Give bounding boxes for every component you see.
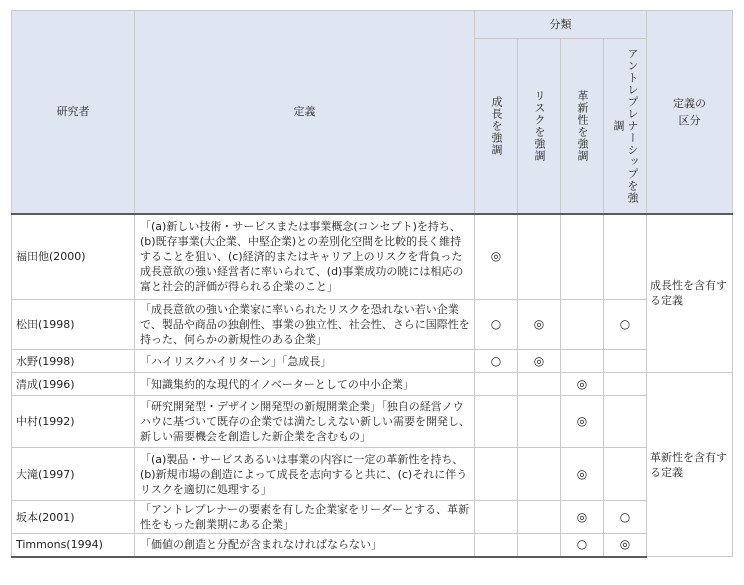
researcher-cell: Timmons(1994)	[12, 534, 135, 557]
classification-mark	[518, 501, 561, 534]
table-row	[12, 534, 733, 557]
header-category-growth-label: 成長を強調	[490, 95, 503, 156]
classification-mark: ◎	[561, 373, 604, 396]
definition-cell: 「(a)製品・サービスあるいは事業の内容に一定の革新性を持ち、(b)新規市場の創造によって成長を志向すると共に、(c)それに伴うリスクを適切に処理する」	[135, 448, 475, 501]
header-classification: 分類	[475, 11, 647, 39]
header-researcher: 研究者	[12, 11, 135, 214]
header-zone-label: 定義の区分	[673, 96, 706, 127]
classification-mark	[604, 396, 647, 448]
header-row-top	[12, 11, 733, 39]
classification-mark: ◎	[561, 501, 604, 534]
table-row	[12, 501, 733, 534]
header-category-entrepreneurship-label: アントレプレナーシップを強調	[612, 47, 639, 204]
classification-mark	[475, 501, 518, 534]
definition-zone-cell: 革新性を含有する定義	[647, 373, 733, 557]
classification-mark: ○	[604, 501, 647, 534]
classification-mark	[561, 300, 604, 350]
classification-mark: ◎	[561, 448, 604, 501]
classification-mark: ○	[604, 300, 647, 350]
table-row	[12, 373, 733, 396]
classification-mark	[475, 534, 518, 557]
definition-cell: 「知識集約的な現代的イノベーターとしての中小企業」	[135, 373, 475, 396]
classification-mark: ○	[475, 350, 518, 373]
classification-mark	[518, 214, 561, 300]
researcher-cell: 坂本(2001)	[12, 501, 135, 534]
classification-mark: ◎	[475, 214, 518, 300]
classification-mark	[561, 350, 604, 373]
classification-mark	[518, 373, 561, 396]
classification-mark	[518, 448, 561, 501]
classification-mark	[518, 396, 561, 448]
classification-mark: ◎	[604, 534, 647, 557]
table-row	[12, 214, 733, 300]
researcher-cell: 清成(1996)	[12, 373, 135, 396]
classification-mark	[475, 396, 518, 448]
table-row	[12, 300, 733, 350]
definition-zone-cell: 成長性を含有する定義	[647, 214, 733, 373]
definition-cell: 「研究開発型・デザイン開発型の新規開業企業」「独自の経営ノウハウに基づいて既存の企業では満たしえない新しい需要を開発し、新しい需要機会を創造した新企業を含むもの」	[135, 396, 475, 448]
header-category-innovation-label: 革新性を強調	[576, 89, 589, 162]
venture-definition-table	[11, 10, 733, 558]
classification-mark	[604, 214, 647, 300]
header-zone	[647, 11, 733, 214]
table-row	[12, 350, 733, 373]
classification-mark	[561, 214, 604, 300]
classification-mark	[604, 448, 647, 501]
classification-mark: ○	[475, 300, 518, 350]
definition-cell: 「価値の創造と分配が含まれなければならない」	[135, 534, 475, 557]
header-definition: 定義	[135, 11, 475, 214]
header-category-entrepreneurship	[604, 39, 647, 214]
researcher-cell: 大滝(1997)	[12, 448, 135, 501]
table-row	[12, 396, 733, 448]
definition-cell: 「(a)新しい技術・サービスまたは事業概念(コンセプト)を持ち、(b)既存事業(大企業、中堅企業)との差別化空間を比較的長く維持することを狙い、(c)経済的またはキャリア上のリスクを背負った成長意欲の強い経営者に率いられて、(d)事業成功の暁には相応の富と社会的評価が得られる企業のこと」	[135, 214, 475, 300]
header-category-risk-label: リスクを強調	[533, 89, 546, 162]
researcher-cell: 水野(1998)	[12, 350, 135, 373]
researcher-cell: 中村(1992)	[12, 396, 135, 448]
header-category-innovation	[561, 39, 604, 214]
classification-mark	[475, 448, 518, 501]
header-category-risk	[518, 39, 561, 214]
classification-mark: ◎	[518, 350, 561, 373]
table-row	[12, 448, 733, 501]
definition-cell: 「成長意欲の強い企業家に率いられたリスクを恐れない若い企業で、製品や商品の独創性、事業の独立性、社会性、さらに国際性を持った、何らかの新規性のある企業」	[135, 300, 475, 350]
researcher-cell: 松田(1998)	[12, 300, 135, 350]
classification-mark: ◎	[518, 300, 561, 350]
definition-cell: 「アントレプレナーの要素を有した企業家をリーダーとする、革新性をもった創業期にある企業」	[135, 501, 475, 534]
classification-mark	[604, 350, 647, 373]
classification-mark	[475, 373, 518, 396]
classification-mark: ◎	[561, 396, 604, 448]
classification-mark	[604, 373, 647, 396]
researcher-cell: 福田他(2000)	[12, 214, 135, 300]
classification-mark	[518, 534, 561, 557]
header-category-growth	[475, 39, 518, 214]
definition-cell: 「ハイリスクハイリターン」「急成長」	[135, 350, 475, 373]
classification-mark: ○	[561, 534, 604, 557]
